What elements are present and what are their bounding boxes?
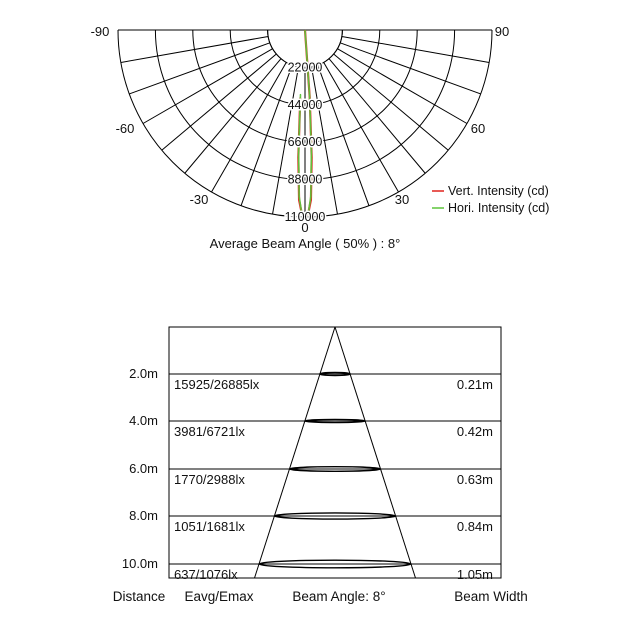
polar-angle-tick-label: 60 [470, 121, 486, 136]
beam-distance-label: 6.0m [129, 461, 158, 476]
polar-spoke [340, 43, 481, 94]
beam-cone-right-edge [335, 327, 415, 578]
beam-illuminance-label: 3981/6721lx [174, 424, 245, 439]
beam-width-label: 0.84m [456, 519, 493, 534]
beam-illuminance-label: 1770/2988lx [174, 472, 245, 487]
beam-distance-label: 4.0m [129, 413, 158, 428]
polar-series-point [299, 196, 300, 197]
beam-distance-label: 8.0m [129, 508, 158, 523]
polar-angle-tick-label: 0 [301, 220, 309, 235]
polar-intensity-chart [91, 24, 550, 251]
beam-distance-label: 2.0m [129, 366, 158, 381]
polar-angle-tick-label: -90 [90, 24, 110, 39]
beam-width-label: 1.05m [456, 567, 493, 582]
beam-grid [169, 327, 501, 578]
polar-series-point [309, 94, 310, 95]
polar-spoke [342, 36, 489, 62]
beam-spread-table [113, 327, 528, 604]
beam-column-headers [113, 589, 528, 604]
legend-label: Hori. Intensity (cd) [448, 201, 550, 215]
polar-spoke [337, 49, 467, 124]
polar-legend [432, 184, 549, 215]
polar-spoke [162, 54, 277, 150]
beam-column-header: Beam Width [454, 589, 528, 604]
polar-spoke [318, 65, 369, 206]
polar-spoke [329, 59, 425, 174]
polar-spoke [324, 62, 399, 192]
beam-width-label: 0.21m [456, 377, 493, 392]
polar-spoke [334, 54, 449, 150]
beam-column-header: Distance [112, 589, 166, 604]
beam-width-label: 0.63m [456, 472, 493, 487]
beam-frame [169, 327, 501, 578]
beam-width-label: 0.42m [456, 424, 493, 439]
beam-cone [255, 327, 416, 578]
beam-illuminance-label: 637/1076lx [174, 567, 238, 582]
polar-angle-tick-label: -60 [115, 121, 135, 136]
beam-cone-left-edge [255, 327, 335, 578]
polar-angle-tick-label: 30 [394, 192, 410, 207]
polar-radial-tick-label: 66000 [287, 135, 323, 150]
polar-series-point [298, 152, 299, 153]
polar-series-point [310, 196, 311, 197]
polar-series-point [311, 152, 312, 153]
polar-grid [115, 30, 492, 217]
polar-spoke [212, 62, 287, 192]
beam-illuminance-label: 1051/1681lx [174, 519, 245, 534]
polar-angle-tick-label: -30 [189, 192, 209, 207]
polar-spoke [241, 65, 292, 206]
polar-radial-tick-label: 22000 [287, 60, 323, 75]
beam-column-header: Eavg/Emax [184, 589, 254, 604]
beam-illuminance-label: 15925/26885lx [174, 377, 260, 392]
polar-series-point [300, 94, 301, 95]
polar-spoke [129, 43, 270, 94]
polar-spoke [143, 49, 273, 124]
legend-label: Vert. Intensity (cd) [448, 184, 549, 198]
polar-spoke [185, 59, 281, 174]
beam-rows [122, 366, 493, 582]
beam-distance-label: 10.0m [121, 556, 158, 571]
polar-angle-tick-label: 90 [494, 24, 510, 39]
polar-radial-tick-label: 110000 [284, 210, 326, 224]
beam-column-header: Beam Angle: 8° [292, 589, 386, 604]
beam-angle-subtitle: Average Beam Angle ( 50% ) : 8° [209, 236, 401, 251]
polar-spoke [121, 36, 268, 62]
polar-radial-tick-label: 88000 [287, 172, 323, 187]
polar-radial-tick-label: 44000 [287, 97, 323, 112]
